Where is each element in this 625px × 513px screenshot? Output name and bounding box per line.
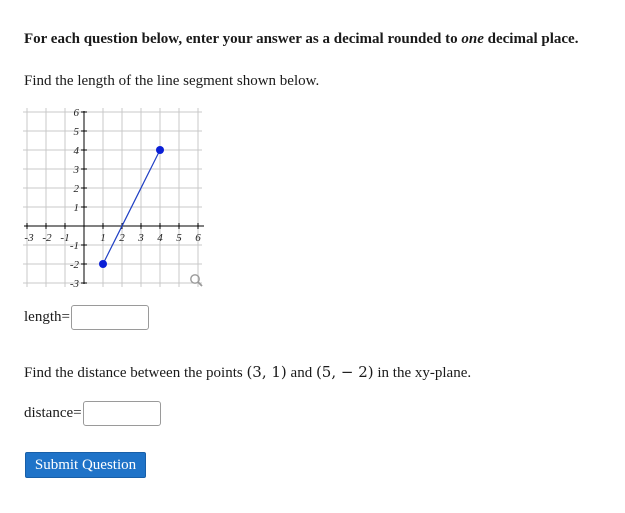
question2-prompt: Find the distance between the points (3, 1) and (5, − 2) in the xy-plane.: [24, 363, 472, 381]
length-input[interactable]: [71, 305, 149, 330]
question1-prompt: Find the length of the line segment shown below.: [24, 73, 320, 89]
y-tick-label: 2: [73, 183, 79, 195]
segment-endpoint: [156, 146, 164, 154]
x-tick-label: -3: [24, 232, 34, 244]
point-a: (3, 1): [246, 363, 287, 381]
y-tick-labels: [70, 107, 80, 290]
distance-answer-row: [24, 401, 161, 426]
distance-label: distance=: [24, 405, 82, 421]
y-tick-label: 6: [73, 107, 79, 119]
x-tick-label: 1: [100, 232, 106, 244]
y-tick-label: -3: [69, 278, 79, 290]
y-tick-label: 5: [73, 126, 79, 138]
length-label: length=: [24, 309, 70, 325]
y-tick-label: 3: [73, 164, 79, 176]
length-answer-row: [24, 305, 149, 330]
x-tick-labels: [24, 232, 201, 244]
y-tick-label: -1: [69, 240, 79, 252]
x-tick-label: 6: [195, 232, 201, 244]
instructions: For each question below, enter your answer as a decimal rounded to one decimal place.: [24, 31, 579, 47]
point-b: (5, − 2): [315, 363, 374, 381]
y-tick-label: 1: [73, 202, 79, 214]
y-tick-label: 4: [73, 145, 79, 157]
y-tick-label: -2: [69, 259, 79, 271]
x-tick-label: 5: [176, 232, 182, 244]
distance-input[interactable]: [83, 401, 161, 426]
emphasis-one: one: [461, 31, 484, 47]
graph-grid: [23, 108, 202, 287]
x-tick-label: 2: [119, 232, 125, 244]
magnifier-icon[interactable]: [191, 275, 202, 286]
segment-endpoint: [99, 260, 107, 268]
submit-question-button[interactable]: Submit Question: [25, 452, 146, 478]
x-tick-label: 3: [138, 232, 144, 244]
axis-ticks: [27, 112, 198, 283]
x-tick-label: -2: [42, 232, 52, 244]
graph-axes: [24, 111, 204, 284]
x-tick-label: 4: [157, 232, 163, 244]
coordinate-graph: [20, 104, 210, 290]
x-tick-label: -1: [60, 232, 70, 244]
